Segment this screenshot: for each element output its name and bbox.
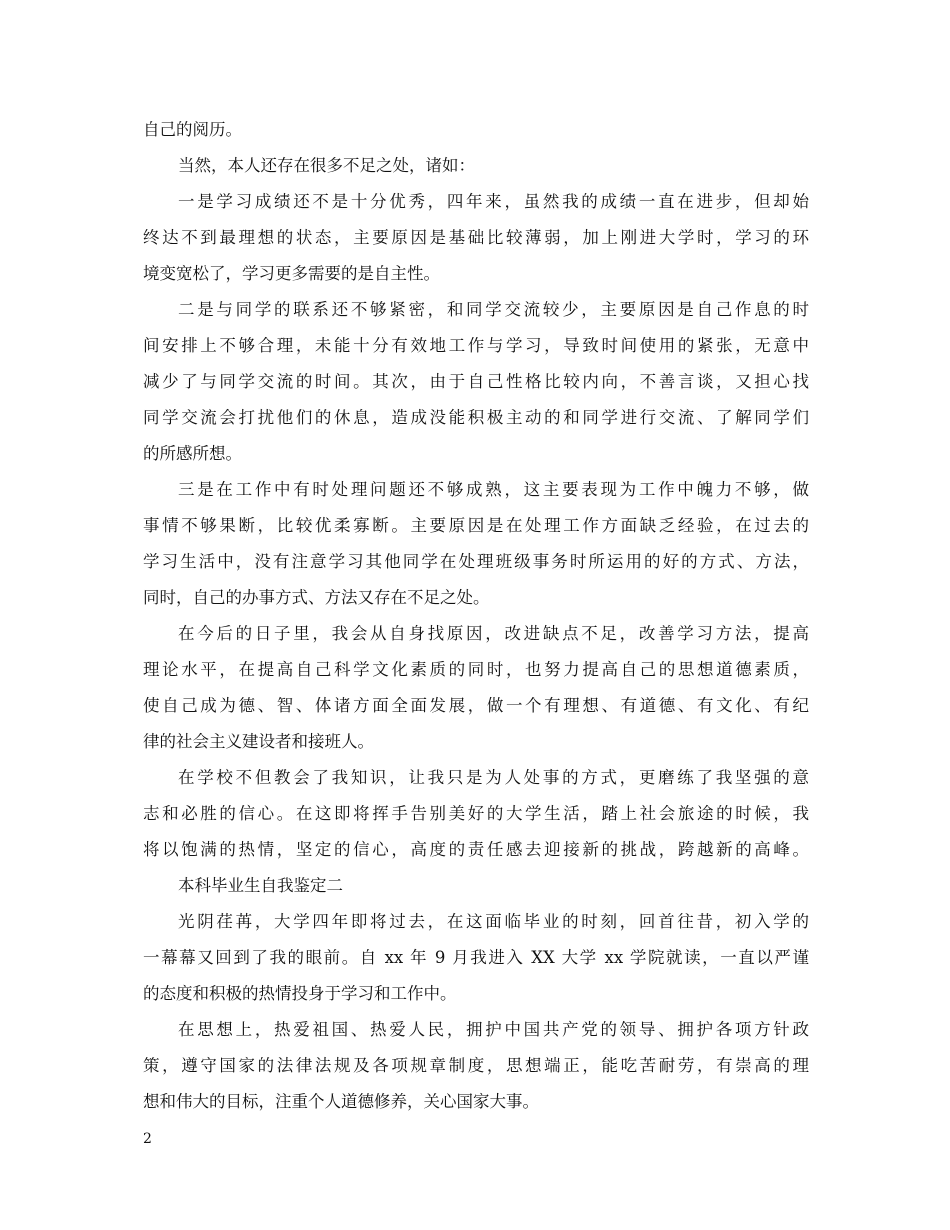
text-line: 学习生活中，没有注意学习其他同学在处理班级事务时所运用的好的方式、方法， [143, 552, 809, 571]
text-line: 同学交流会打扰他们的休息，造成没能积极主动的和同学进行交流、了解同学们 [143, 408, 809, 427]
text-line: 志和必胜的信心。在这即将挥手告别美好的大学生活，踏上社会旅途的时候，我 [143, 804, 809, 823]
text-line: 使自己成为德、智、体诸方面全面发展，做一个有理想、有道德、有文化、有纪 [143, 696, 809, 715]
text-line: 本科毕业生自我鉴定二 [178, 876, 343, 895]
text-line: 一是学习成绩还不是十分优秀，四年来，虽然我的成绩一直在进步，但却始 [178, 192, 809, 211]
text-line: 当然，本人还存在很多不足之处，诸如： [178, 156, 475, 175]
text-line: 同时，自己的办事方式、方法又存在不足之处。 [143, 588, 490, 607]
text-line: 的所感所想。 [143, 444, 242, 463]
text-line: 在今后的日子里，我会从自身找原因，改进缺点不足，改善学习方法，提高 [178, 624, 809, 643]
text-line: 理论水平，在提高自己科学文化素质的同时，也努力提高自己的思想道德素质， [143, 660, 809, 679]
text-line: 自己的阅历。 [143, 120, 242, 139]
text-line: 二是与同学的联系还不够紧密，和同学交流较少，主要原因是自己作息的时 [178, 300, 809, 319]
text-line: 一幕幕又回到了我的眼前。自 xx 年 9 月我进入 XX 大学 xx 学院就读，一直以严谨 [143, 948, 809, 967]
text-line: 将以饱满的热情，坚定的信心，高度的责任感去迎接新的挑战，跨越新的高峰。 [143, 840, 809, 859]
text-line: 的态度和积极的热情投身于学习和工作中。 [143, 984, 457, 1003]
text-line: 事情不够果断，比较优柔寡断。主要原因是在处理工作方面缺乏经验，在过去的 [143, 516, 809, 535]
text-line: 减少了与同学交流的时间。其次，由于自己性格比较内向，不善言谈，又担心找 [143, 372, 809, 391]
document-body [143, 112, 809, 1120]
text-line: 在学校不但教会了我知识，让我只是为人处事的方式，更磨练了我坚强的意 [178, 768, 809, 787]
text-line: 间安排上不够合理，未能十分有效地工作与学习，导致时间使用的紧张，无意中 [143, 336, 809, 355]
text-line: 终达不到最理想的状态，主要原因是基础比较薄弱，加上刚进大学时，学习的环 [143, 228, 809, 247]
text-line: 境变宽松了，学习更多需要的是自主性。 [143, 264, 440, 283]
text-line: 想和伟大的目标，注重个人道德修养，关心国家大事。 [143, 1092, 539, 1111]
page-number: 2 [143, 1131, 152, 1147]
text-line: 策，遵守国家的法律法规及各项规章制度，思想端正，能吃苦耐劳，有崇高的理 [143, 1056, 809, 1075]
text-line: 律的社会主义建设者和接班人。 [143, 732, 374, 751]
text-line: 在思想上，热爱祖国、热爱人民，拥护中国共产党的领导、拥护各项方针政 [178, 1020, 809, 1039]
text-line: 三是在工作中有时处理问题还不够成熟，这主要表现为工作中魄力不够，做 [178, 480, 809, 499]
text-line: 光阴荏苒，大学四年即将过去，在这面临毕业的时刻，回首往昔，初入学的 [178, 912, 809, 931]
